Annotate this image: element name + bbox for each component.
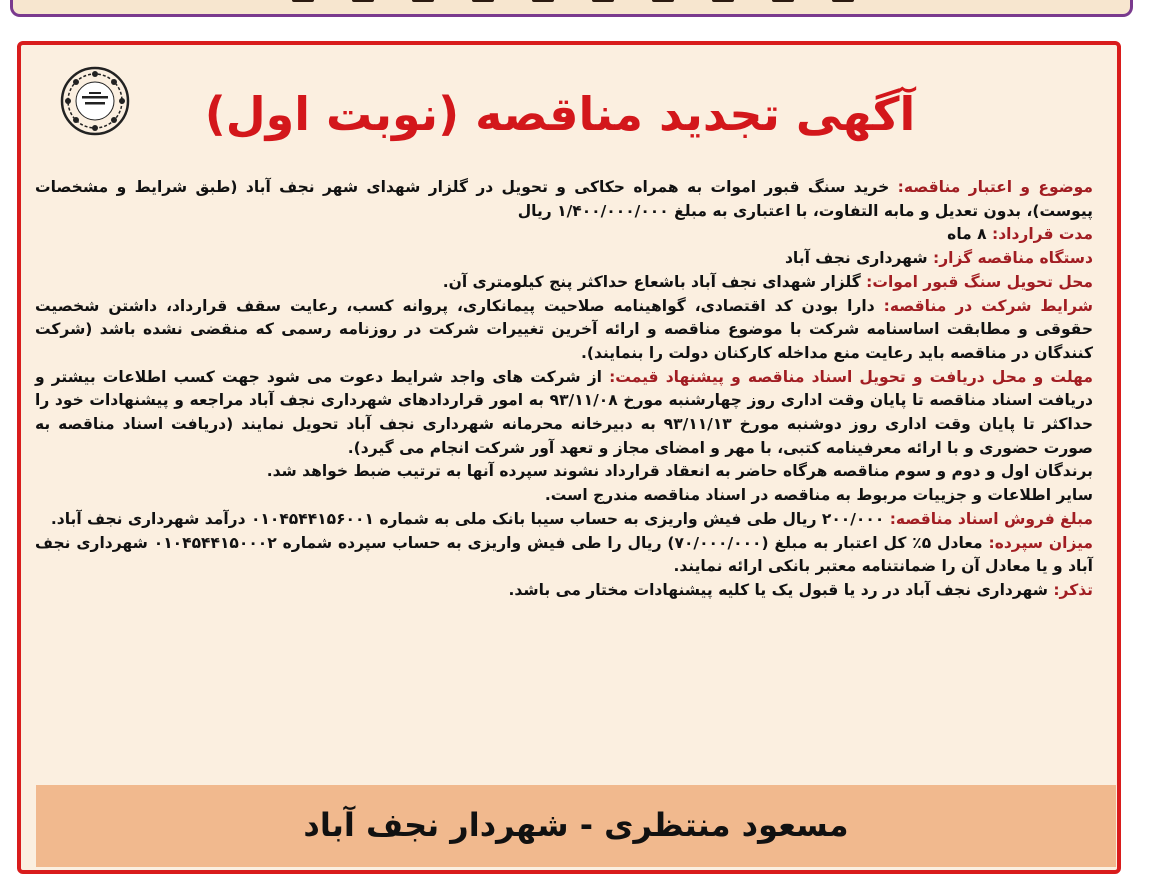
organizer-text: شهرداری نجف آباد bbox=[784, 249, 934, 268]
deposit-paragraph bbox=[35, 532, 1093, 579]
conditions-paragraph bbox=[35, 295, 1093, 366]
subject-paragraph bbox=[35, 176, 1093, 223]
deposit-label: میزان سپرده: bbox=[988, 533, 1094, 552]
subject-text: خرید سنگ قبور اموات به همراه حکاکی و تحویل در گلزار شهدای شهر نجف آباد (طبق شرایط و مشخصات پیوست)، بدون تعدیل و مابه التفاوت، با اعتباری به مبلغ ۱/۴۰۰/۰۰۰/۰۰۰ ریال bbox=[35, 178, 1093, 220]
municipality-emblem-icon bbox=[60, 66, 130, 136]
conditions-text: دارا بودن کد اقتصادی، گواهینامه صلاحیت پیمانکاری، پروانه کسب، رعایت سقف قرارداد، داشتن شخصیت حقوقی و مطابقت اساسنامه شرکت با موضوع مناقصه و ارائه آخرین تغییرات شرکت در روزنامه رسمی که منقضی نشده باشد (شرکت کنندگان در مناقصه باید رعایت منع مداخله کارکنان دولت را بنمایند). bbox=[35, 296, 1093, 362]
previous-ad-strip bbox=[10, 0, 1133, 17]
deposit-text: معادل ۵٪ کل اعتبار به مبلغ (۷۰/۰۰۰/۰۰۰) ریال را طی فیش واریزی به حساب سپرده شماره ۰۱۰۴۵۴۴۱۵۰۰۰۲ شهرداری نجف آباد و یا معادل آن را ضمانتنامه معتبر بانکی ارائه نمایند. bbox=[35, 533, 1093, 576]
delivery-paragraph bbox=[35, 271, 1093, 295]
doc-price-text: ۲۰۰/۰۰۰ ریال طی فیش واریزی به حساب سیبا بانک ملی به شماره ۰۱۰۴۵۴۴۱۵۶۰۰۱ درآمد شهرداری نجف آباد. bbox=[50, 509, 890, 528]
delivery-text: گلزار شهدای نجف آباد باشعاع حداکثر پنج کیلومتری آن. bbox=[442, 272, 867, 291]
other-info-paragraph: سایر اطلاعات و جزییات مربوط به مناقصه در اسناد مناقصه مندرج است. bbox=[544, 486, 1093, 505]
organizer-label: دستگاه مناقصه گزار: bbox=[933, 249, 1093, 268]
notice-title: آگهی تجدید مناقصه (نوبت اول) bbox=[204, 87, 916, 141]
note-label: تذکر: bbox=[1053, 580, 1093, 599]
delivery-label: محل تحویل سنگ قبور اموات: bbox=[866, 272, 1093, 291]
duration-paragraph bbox=[35, 223, 1093, 247]
organizer-paragraph bbox=[35, 247, 1093, 271]
deadline-paragraph bbox=[35, 366, 1093, 461]
mayor-signature: مسعود منتظری - شهردار نجف آباد bbox=[303, 806, 849, 844]
winners-paragraph: برندگان اول و دوم و سوم مناقصه هرگاه حاضر به انعقاد قرارداد نشوند سپرده آنها به ترتیب ضبط خواهد شد. bbox=[266, 462, 1093, 481]
deadline-label: مهلت و محل دریافت و تحویل اسناد مناقصه و پیشنهاد قیمت: bbox=[609, 367, 1093, 386]
previous-ad-text-fragment bbox=[273, 0, 873, 5]
doc-price-label: مبلغ فروش اسناد مناقصه: bbox=[889, 509, 1093, 528]
doc-price-paragraph bbox=[35, 508, 1093, 532]
note-text: شهرداری نجف آباد در رد یا قبول یک یا کلیه پیشنهادات مختار می باشد. bbox=[508, 580, 1054, 599]
notice-body bbox=[35, 176, 1093, 603]
conditions-label: شرایط شرکت در مناقصه: bbox=[883, 296, 1093, 315]
subject-label: موضوع و اعتبار مناقصه: bbox=[897, 178, 1094, 196]
note-paragraph bbox=[35, 579, 1093, 603]
duration-text: ۸ ماه bbox=[947, 225, 993, 244]
deadline-text: از شرکت های واجد شرایط دعوت می شود جهت کسب اطلاعات بیشتر و دریافت اسناد مناقصه تا پایان وقت اداری روز چهارشنبه مورخ ۹۳/۱۱/۰۸ به امور قراردادهای شهرداری نجف آباد مراجعه و پیشنهادات خود را حداکثر تا پایان وقت اداری روز دوشنبه مورخ ۹۳/۱۱/۱۳ به دبیرخانه محرمانه شهرداری نجف آباد تحویل نمایند (دریافت اسناد مناقصه به صورت حضوری و با ارائه معرفینامه کتبی، با مهر و امضای مجاز و تعهد آور شرکت انجام می گیرد). bbox=[35, 367, 1093, 457]
duration-label: مدت قرارداد: bbox=[992, 225, 1093, 244]
signature-bar bbox=[36, 785, 1116, 867]
